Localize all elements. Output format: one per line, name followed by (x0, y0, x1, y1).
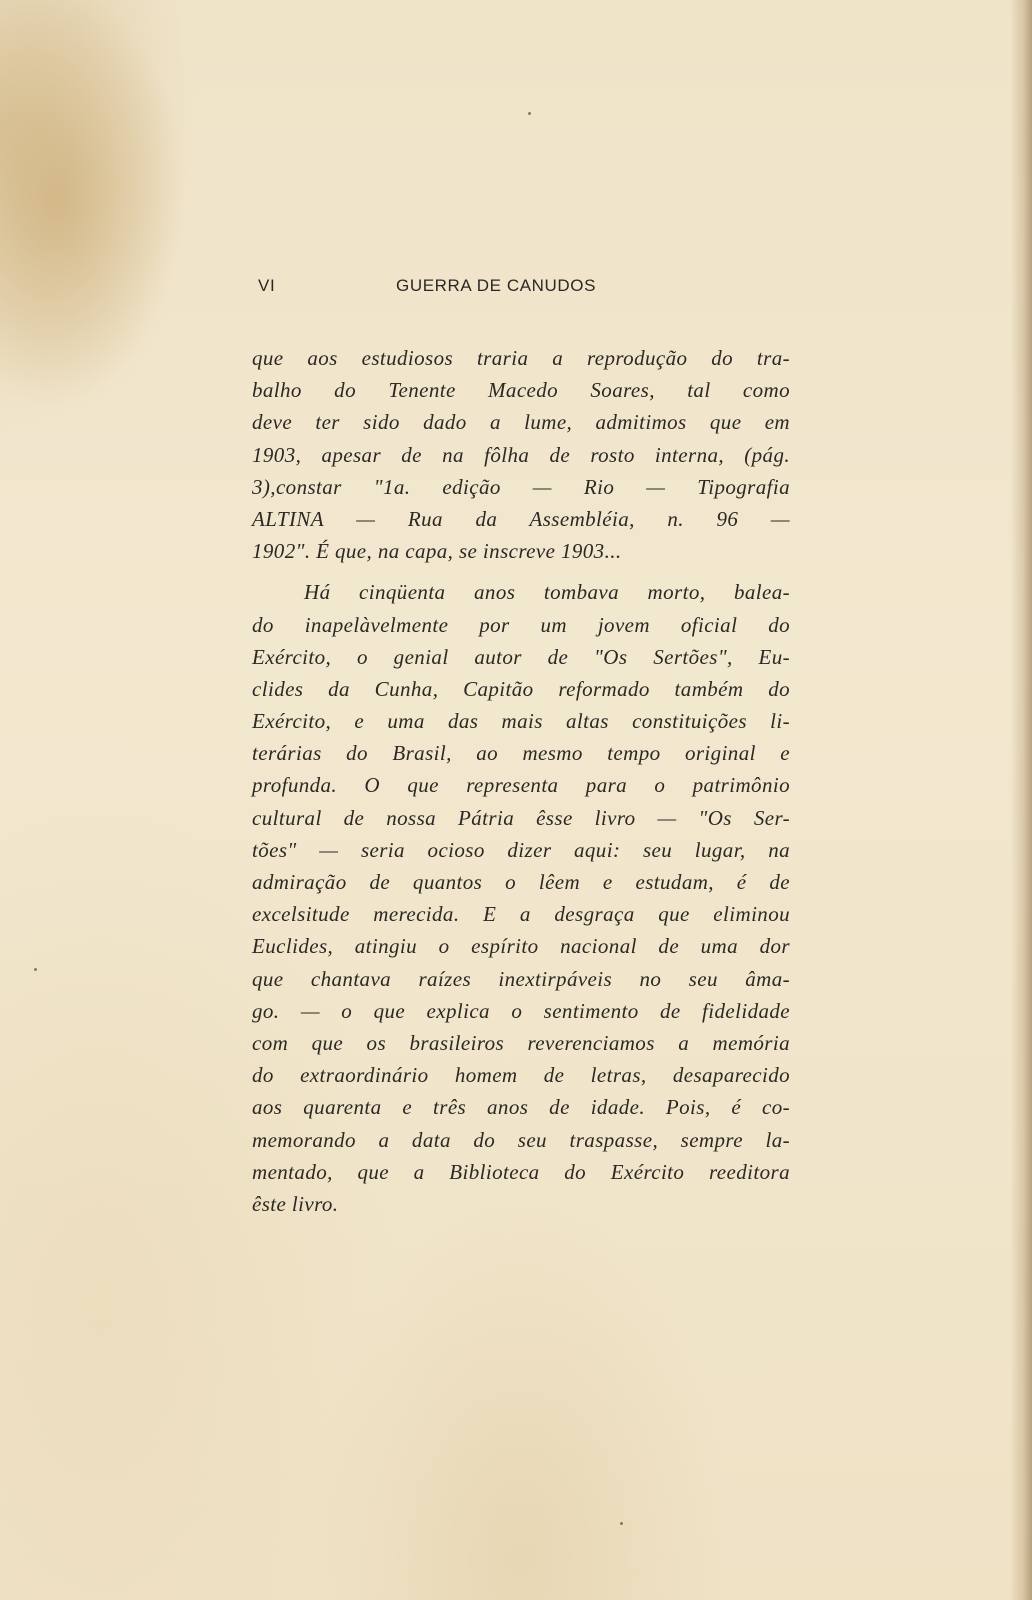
paragraph-1 (252, 342, 790, 567)
running-head (258, 276, 648, 302)
body-text (252, 342, 790, 1229)
paper-speck (528, 112, 531, 115)
text-line: que chantava raízes inextirpáveis no seu âma- (252, 966, 790, 991)
text-line: Exército, e uma das mais altas constituições li- (252, 709, 790, 734)
text-line: do inapelàvelmente por um jovem oficial do (252, 612, 790, 637)
text-line: terárias do Brasil, ao mesmo tempo original e (252, 741, 790, 766)
text-line: ALTINA — Rua da Assembléia, n. 96 — (252, 506, 790, 531)
text-line: Euclides, atingiu o espírito nacional de uma dor (252, 934, 790, 959)
text-line: excelsitude merecida. E a desgraça que eliminou (252, 902, 790, 927)
text-line: balho do Tenente Macedo Soares, tal como (252, 378, 790, 403)
text-line: Há cinqüenta anos tombava morto, balea- (304, 580, 790, 605)
text-line: Exército, o genial autor de "Os Sertões", Eu- (252, 644, 790, 669)
text-line: 1902". É que, na capa, se inscreve 1903... (252, 539, 622, 564)
text-line: cultural de nossa Pátria êsse livro — "Os Ser- (252, 805, 790, 830)
text-line: go. — o que explica o sentimento de fidelidade (252, 998, 790, 1023)
text-line: tões" — seria ocioso dizer aqui: seu lugar, na (252, 837, 790, 862)
text-line: êste livro. (252, 1191, 339, 1216)
text-line: 3),constar "1a. edição — Rio — Tipografia (252, 474, 790, 499)
text-line: admiração de quantos o lêem e estudam, é de (252, 870, 790, 894)
text-line: clides da Cunha, Capitão reformado também do (252, 676, 790, 701)
text-line: 1903, apesar de na fôlha de rosto interna, (pág. (252, 442, 790, 467)
page-edge-shadow (1010, 0, 1032, 1600)
text-line: aos quarenta e três anos de idade. Pois, é co- (252, 1095, 790, 1120)
running-title: GUERRA DE CANUDOS (396, 276, 597, 295)
paper-speck (34, 968, 37, 971)
text-line: mentado, que a Biblioteca do Exército reeditora (252, 1159, 790, 1184)
text-line: memorando a data do seu traspasse, sempre la- (252, 1127, 790, 1152)
text-line: com que os brasileiros reverenciamos a memória (252, 1030, 790, 1055)
page-number: VI (258, 276, 276, 295)
text-line: que aos estudiosos traria a reprodução do tra- (252, 346, 790, 370)
paragraph-2 (252, 576, 790, 1220)
text-line: do extraordinário homem de letras, desaparecido (252, 1063, 790, 1088)
paper-speck (620, 1522, 623, 1525)
text-line: profunda. O que representa para o patrimônio (252, 773, 790, 798)
text-line: deve ter sido dado a lume, admitimos que em (252, 410, 790, 435)
